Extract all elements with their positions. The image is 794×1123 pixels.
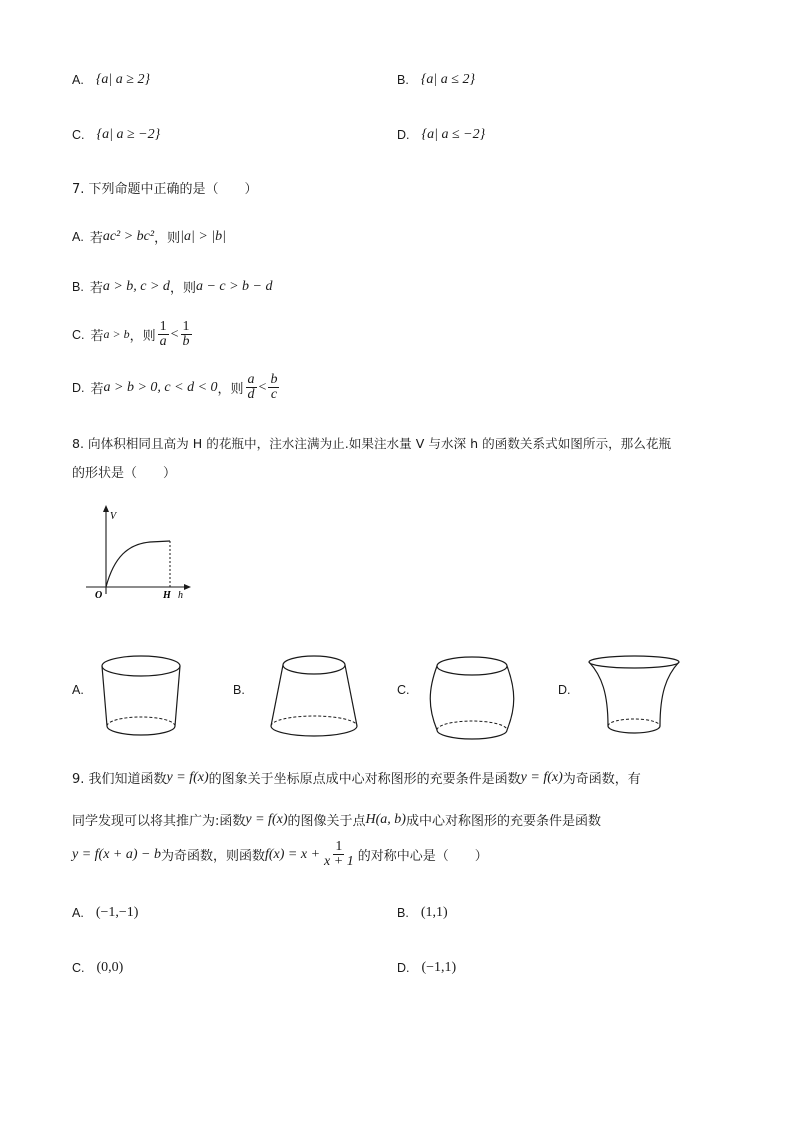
origin-label: O [95, 590, 103, 601]
q9-formula: y = f(x) [245, 811, 288, 827]
fraction-numerator: a [247, 372, 255, 387]
h-mark-label: H [163, 590, 171, 601]
option-label: A. [72, 229, 84, 244]
q6-option-c [72, 127, 160, 143]
q7-stem: 7. 下列命题中正确的是（ ） [72, 182, 258, 197]
q8-stem-line2: 的形状是（ ） [72, 466, 177, 481]
vase-barrel-icon [424, 650, 520, 744]
q9-text: 的图像关于点 [287, 814, 366, 829]
q9-option-a [72, 905, 138, 921]
q6-option-b [397, 72, 475, 88]
option-label: D. [397, 961, 410, 975]
option-text: (−1,1) [421, 960, 457, 975]
y-axis-arrow [103, 505, 109, 512]
fraction-numerator: 1 [182, 319, 190, 334]
operator: < [258, 379, 267, 395]
fraction-denominator: x + 1 [324, 854, 354, 869]
q8-option-d-label: D. [558, 683, 571, 697]
volume-curve [106, 541, 170, 587]
option-then: ，则 [169, 281, 196, 296]
q9-line1 [72, 768, 641, 787]
q9-point: H(a, b) [365, 811, 406, 827]
option-text: (0,0) [96, 960, 124, 975]
q9-option-c [72, 960, 123, 976]
q9-formula: y = f(x) [520, 769, 563, 785]
q9-text: 的对称中心是（ ） [357, 849, 488, 864]
q9-line3 [72, 840, 488, 869]
option-if: 若 [89, 281, 103, 296]
fraction-denominator: c [270, 387, 278, 402]
option-label: B. [397, 906, 409, 920]
option-conclusion: a − c > b − d [195, 278, 273, 294]
option-label: B. [397, 73, 409, 87]
q9-text: 的图象关于坐标原点成中心对称图形的充要条件是函数 [208, 772, 521, 787]
q9-text: 为奇函数，则函数 [160, 849, 265, 864]
option-label: A. [72, 73, 84, 87]
fraction-2 [181, 320, 192, 349]
fraction-numerator: b [270, 372, 278, 387]
option-then: ，则 [129, 329, 156, 344]
option-label: C. [72, 128, 85, 142]
option-if: 若 [90, 329, 104, 344]
q9-option-d [397, 960, 456, 976]
option-then: ，则 [217, 382, 244, 397]
vase-flared-icon [586, 650, 686, 742]
option-condition: a > b, c > d [102, 278, 170, 294]
q9-text: 9. 我们知道函数 [72, 772, 167, 787]
fraction-numerator: 1 [335, 839, 343, 854]
q8-option-b-label: B. [233, 683, 245, 697]
fraction-numerator: 1 [159, 319, 167, 334]
q9-text: 成中心对称图形的充要条件是函数 [405, 814, 601, 829]
option-label: C. [72, 327, 85, 342]
q9-fraction [322, 840, 356, 869]
fraction-2 [268, 373, 279, 402]
option-label: A. [72, 906, 84, 920]
q9-option-b [397, 905, 448, 921]
fraction-denominator: a [159, 334, 167, 349]
fraction-1 [246, 373, 257, 402]
q7-option-a [72, 227, 226, 246]
q9-line2 [72, 810, 601, 829]
q9-formula: y = f(x + a) − b [72, 846, 161, 862]
fraction-denominator: b [182, 334, 190, 349]
q9-formula: f(x) = x + [265, 846, 321, 862]
q8-option-a-label: A. [72, 683, 84, 697]
x-axis-label: h [178, 590, 183, 601]
option-conclusion: |a| > |b| [180, 228, 226, 244]
q9-text: 同学发现可以将其推广为:函数 [72, 814, 246, 829]
option-text: {a| a ≤ −2} [421, 127, 486, 142]
option-then: ，则 [154, 231, 181, 246]
option-condition: a > b > 0, c < d < 0 [103, 379, 218, 395]
q6-option-a [72, 72, 150, 88]
option-label: D. [72, 380, 85, 395]
x-axis-arrow [184, 584, 191, 590]
option-label: C. [72, 961, 85, 975]
option-text: {a| a ≤ 2} [420, 72, 476, 87]
q9-formula: y = f(x) [166, 769, 209, 785]
option-text: (−1,−1) [95, 905, 139, 920]
vase-cylinder-icon [95, 650, 187, 740]
option-condition: ac² > bc² [102, 228, 155, 244]
operator: < [170, 326, 179, 342]
q7-option-d [72, 373, 281, 402]
option-label: B. [72, 279, 84, 294]
vase-frustum-icon [264, 650, 364, 742]
q8-option-c-label: C. [397, 683, 410, 697]
option-text: {a| a ≥ −2} [96, 127, 161, 142]
option-condition: a > b [103, 327, 130, 341]
q6-option-d [397, 127, 485, 143]
option-text: {a| a ≥ 2} [95, 72, 151, 87]
q9-text: 为奇函数，有 [562, 772, 641, 787]
volume-depth-graph [80, 502, 200, 604]
option-if: 若 [90, 382, 104, 397]
option-text: (1,1) [420, 905, 448, 920]
q7-option-b [72, 277, 273, 296]
q7-option-c [72, 320, 194, 349]
fraction-1 [158, 320, 169, 349]
q8-stem-line1: 8. 向体积相同且高为 H 的花瓶中，注水注满为止.如果注水量 V 与水深 h 的函数关系式如图所示，那么花瓶 [72, 436, 672, 451]
fraction-denominator: d [247, 387, 255, 402]
y-axis-label: V [110, 511, 117, 522]
option-label: D. [397, 128, 410, 142]
option-if: 若 [89, 231, 103, 246]
